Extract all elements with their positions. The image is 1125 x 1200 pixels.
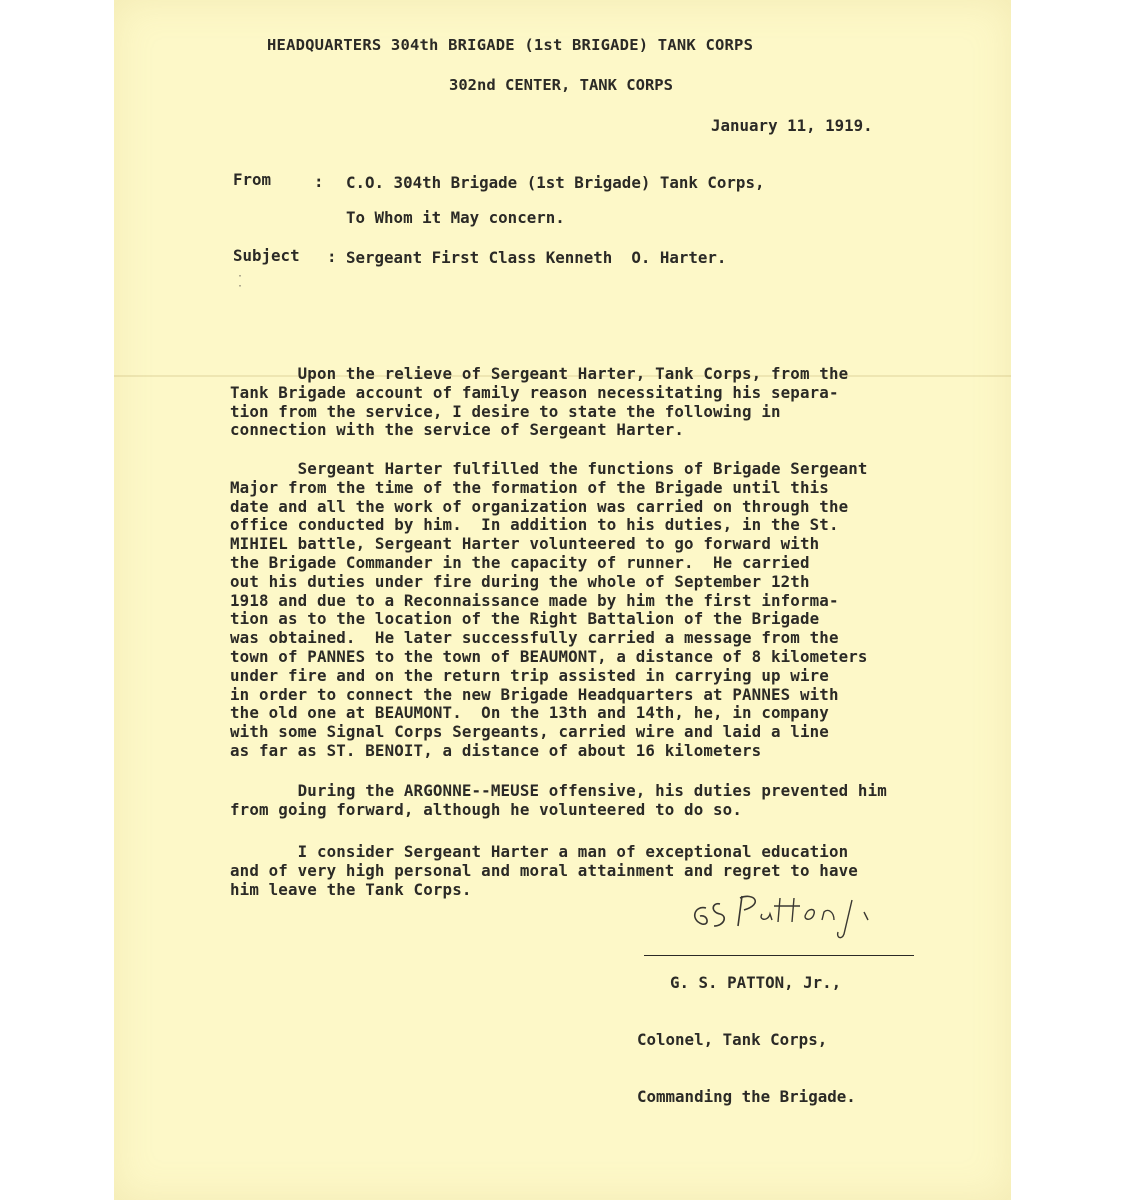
paragraph-line: the Brigade Commander in the capacity of runner. He carried [230,552,810,572]
subject-separator: : [327,247,337,266]
from-label: From [233,170,272,189]
paragraph-line: Tank Brigade account of family reason necessitating his separa- [230,382,839,402]
paragraph-line: Sergeant Harter fulfilled the functions of Brigade Sergeant [230,459,868,478]
paragraph-line: I consider Sergeant Harter a man of exceptional education [230,842,849,861]
signatory-title: Colonel, Tank Corps, [637,1030,828,1049]
paragraph-line: Upon the relieve of Sergeant Harter, Tank Corps, from the [230,364,849,383]
letter-date: January 11, 1919. [711,116,873,135]
paragraph-line: Major from the time of the formation of the Brigade until this [230,477,829,497]
signature-block [637,935,856,1144]
paragraph-1 [230,365,990,440]
paragraph-line: him leave the Tank Corps. [230,879,472,899]
margin-dots: · · [237,271,244,292]
paragraph-line: and of very high personal and moral attainment and regret to have [230,860,858,880]
paragraph-line: in order to connect the new Brigade Headquarters at PANNES with [230,684,839,704]
letterhead-line-1: HEADQUARTERS 304th BRIGADE (1st BRIGADE) TANK CORPS [267,36,754,54]
letter-page [114,0,1011,1200]
paragraph-line: from going forward, although he volunteered to do so. [230,799,743,819]
paragraph-line: connection with the service of Sergeant Harter. [230,420,685,440]
paragraph-line: office conducted by him. In addition to his duties, in the St. [230,515,839,535]
paragraph-line: town of PANNES to the town of BEAUMONT, a distance of 8 kilometers [230,646,868,666]
paragraph-3 [230,782,990,820]
signatory-role: Commanding the Brigade. [637,1087,856,1106]
paragraph-line: under fire and on the return trip assisted in carrying up wire [230,665,829,685]
to-value: To Whom it May concern. [346,208,565,227]
from-separator: : [314,172,324,191]
letterhead-line-2: 302nd CENTER, TANK CORPS [449,76,673,94]
paragraph-line: tion from the service, I desire to state the following in [230,401,781,421]
paragraph-line: as far as ST. BENOIT, a distance of about 16 kilometers [230,740,762,760]
subject-value: Sergeant First Class Kenneth O. Harter. [346,248,727,267]
paragraph-line: MIHIEL battle, Sergeant Harter volunteered to go forward with [230,534,820,554]
paragraph-line: date and all the work of organization was carried on through the [230,496,849,516]
paragraph-line: was obtained. He later successfully carried a message from the [230,628,839,648]
paragraph-line: 1918 and due to a Reconnaissance made by him the first informa- [230,590,839,610]
paragraph-line: the old one at BEAUMONT. On the 13th and 14th, he, in company [230,703,829,723]
paragraph-line: tion as to the location of the Right Battalion of the Brigade [230,609,820,629]
paragraph-line: out his duties under fire during the whole of September 12th [230,571,810,591]
paragraph-line: with some Signal Corps Sergeants, carried wire and laid a line [230,722,829,742]
paragraph-2 [230,460,990,761]
from-value: C.O. 304th Brigade (1st Brigade) Tank Corps, [346,173,765,192]
subject-label: Subject [233,246,300,265]
signatory-name: G. S. PATTON, Jr., [670,973,842,992]
paragraph-line: During the ARGONNE--MEUSE offensive, his duties prevented him [230,781,887,800]
